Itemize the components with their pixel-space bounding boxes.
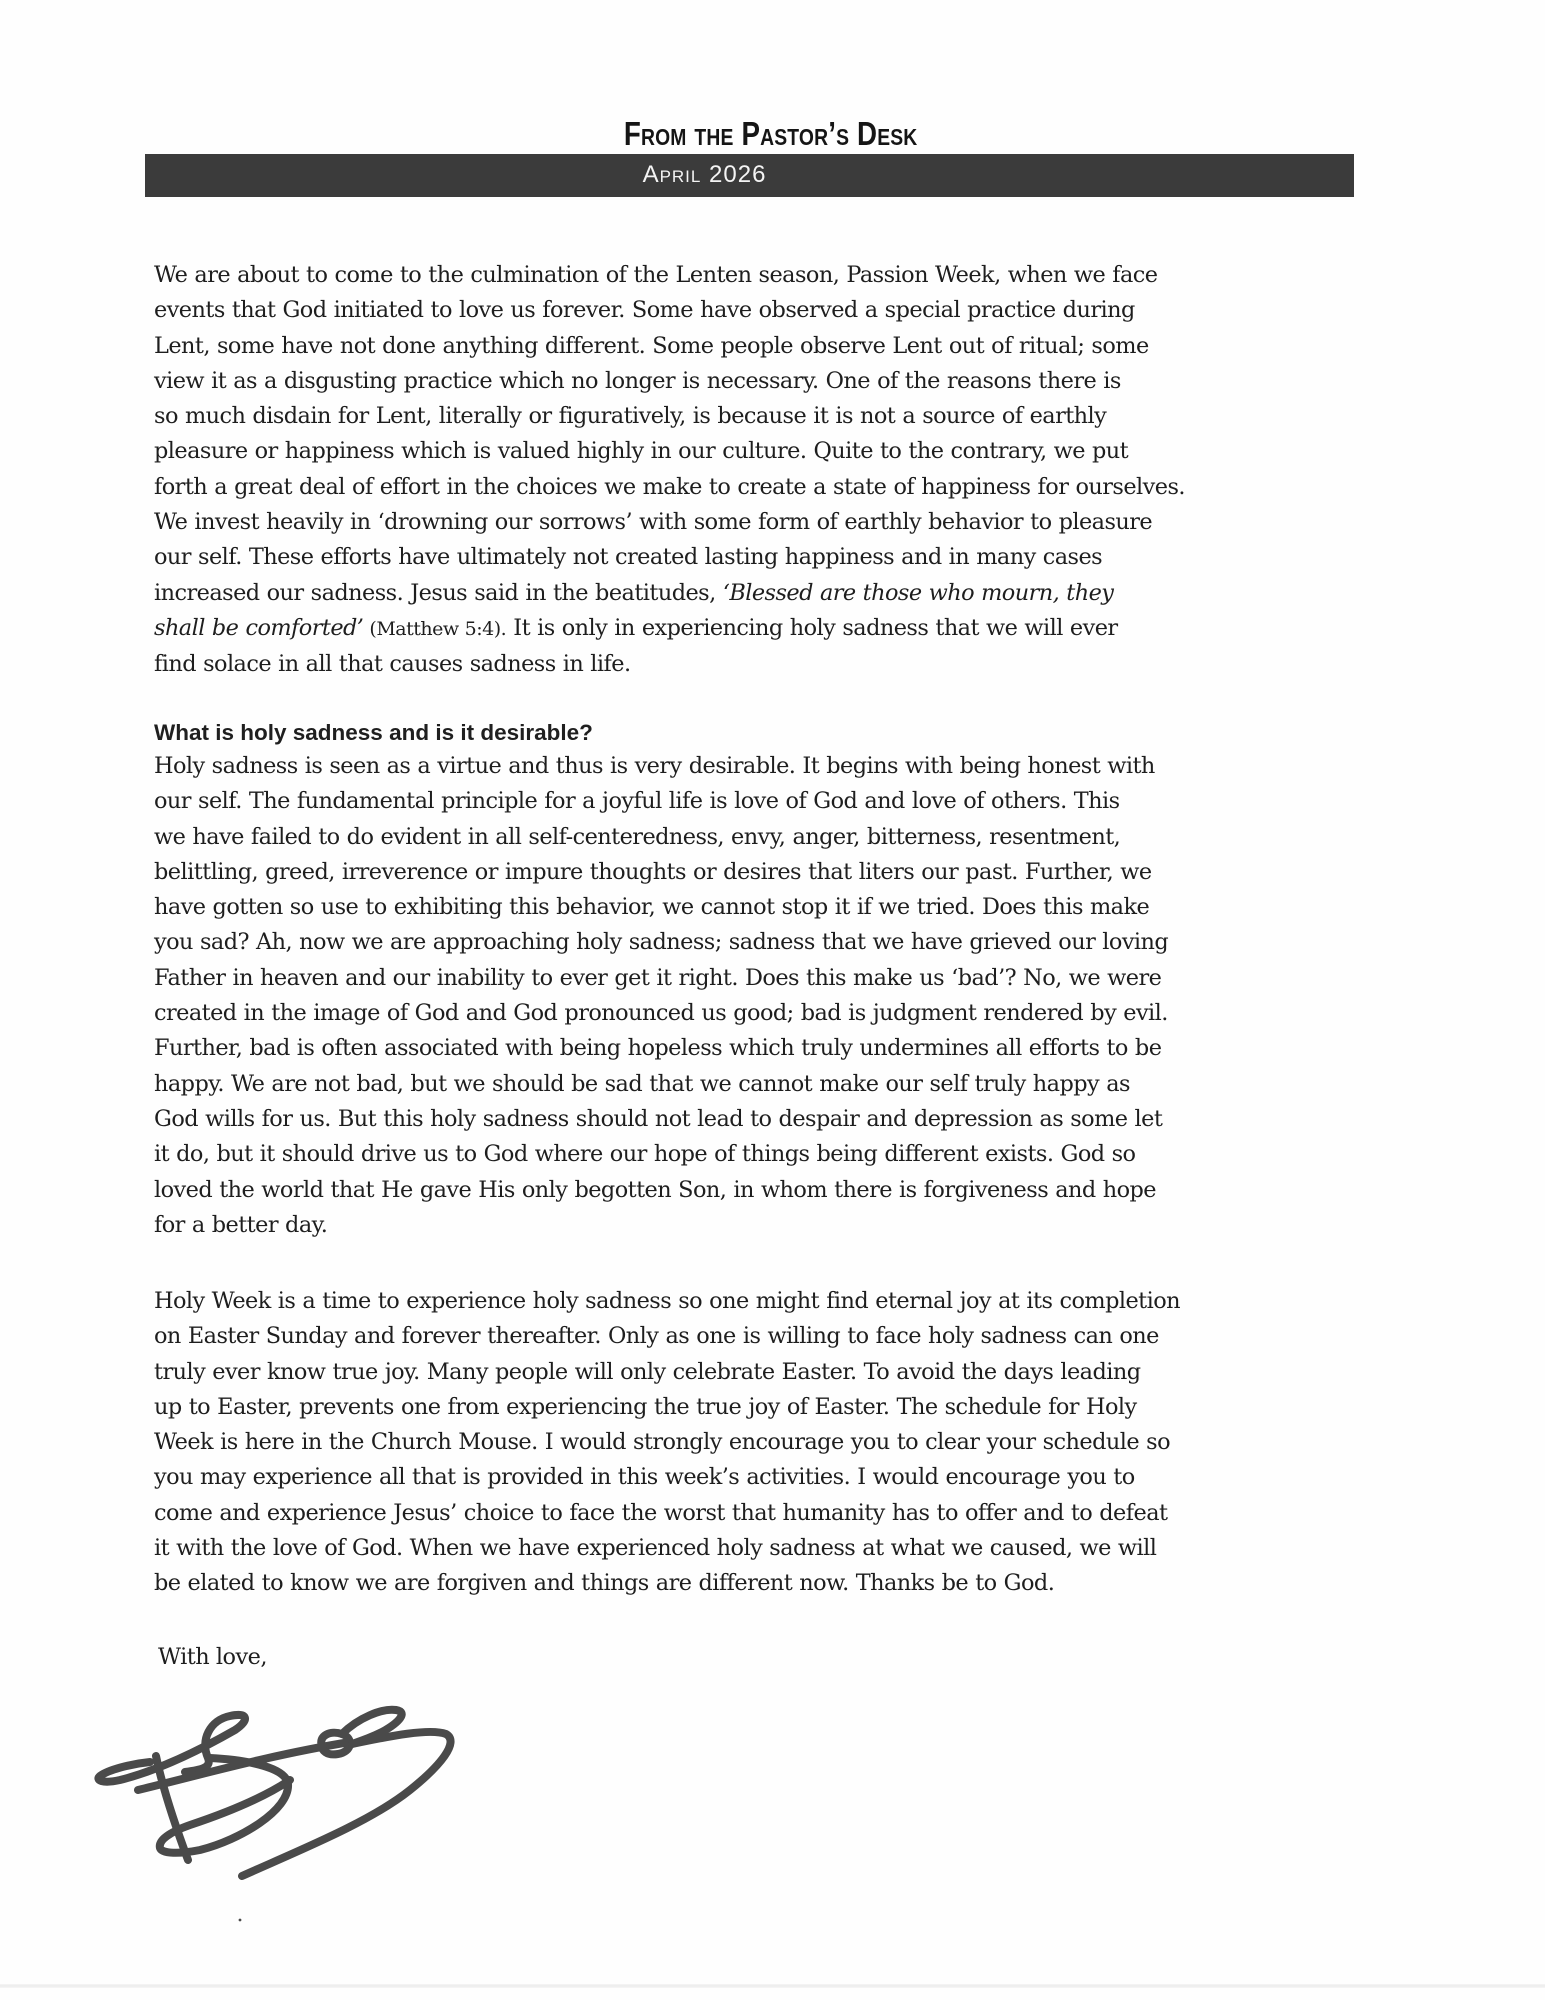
- text-line: have gotten so use to exhibiting this behavior, we cannot stop it if we tried. Does this make: [154, 894, 1150, 921]
- handwritten-signature: [90, 1700, 470, 1940]
- text-line: Father in heaven and our inability to ever get it right. Does this make us ‘bad’? No, we were: [154, 964, 1162, 991]
- text-line: events that God initiated to love us forever. Some have observed a special practice during: [154, 297, 1135, 324]
- text-line: our self. These efforts have ultimately not created lasting happiness and in many cases: [154, 544, 1103, 571]
- page-title: From the Pastor’s Desk: [623, 115, 918, 152]
- paragraph-intro: [154, 258, 1394, 683]
- text-line: be elated to know we are forgiven and things are different now. Thanks be to God.: [154, 1570, 1055, 1597]
- issue-date: April 2026: [642, 161, 767, 188]
- text-line: [154, 611, 1394, 647]
- text-line: truly ever know true joy. Many people will only celebrate Easter. To avoid the days leading: [154, 1358, 1141, 1385]
- text-line: so much disdain for Lent, literally or figuratively, is because it is not a source of earthly: [154, 403, 1107, 430]
- text-line: view it as a disgusting practice which no longer is necessary. One of the reasons there is: [154, 367, 1121, 394]
- scripture-quote: ‘Blessed are those who mourn, they: [722, 579, 1114, 606]
- scripture-citation: (Matthew 5:4).: [363, 617, 507, 640]
- text-line: We invest heavily in ‘drowning our sorrows’ with some form of earthly behavior to pleasure: [154, 509, 1153, 536]
- text-line: happy. We are not bad, but we should be sad that we cannot make our self truly happy as: [154, 1070, 1130, 1097]
- text-line: Holy sadness is seen as a virtue and thus is very desirable. It begins with being honest with: [154, 753, 1155, 779]
- text-line: forth a great deal of effort in the choices we make to create a state of happiness for ourselves.: [154, 473, 1185, 500]
- text-line: Lent, some have not done anything different. Some people observe Lent out of ritual; some: [154, 332, 1149, 359]
- signature-dot: [239, 1919, 242, 1922]
- text-line: Week is here in the Church Mouse. I would strongly encourage you to clear your schedule so: [154, 1429, 1170, 1456]
- text-line: We are about to come to the culmination of the Lenten season, Passion Week, when we face: [154, 262, 1158, 288]
- paragraph-holy-sadness: [154, 749, 1394, 1243]
- scan-artifact-line: [0, 1984, 1545, 1988]
- text-line: Further, bad is often associated with being hopeless which truly undermines all efforts to be: [154, 1035, 1162, 1062]
- text-line: find solace in all that causes sadness in life.: [154, 651, 631, 678]
- text-segment: It is only in experiencing holy sadness that we will ever: [506, 614, 1118, 641]
- text-line: loved the world that He gave His only begotten Son, in whom there is forgiveness and hope: [154, 1176, 1157, 1203]
- text-line: you may experience all that is provided in this week’s activities. I would encourage you to: [154, 1464, 1135, 1491]
- text-line: our self. The fundamental principle for a joyful life is love of God and love of others. This: [154, 788, 1120, 815]
- scripture-quote: shall be comforted’: [154, 614, 364, 641]
- text-line: God wills for us. But this holy sadness should not lead to despair and depression as some let: [154, 1105, 1163, 1132]
- date-banner: [145, 154, 1354, 197]
- text-line: it do, but it should drive us to God where our hope of things being different exists. God so: [154, 1141, 1136, 1168]
- paragraph-holy-week: [154, 1284, 1394, 1602]
- text-segment: increased our sadness. Jesus said in the beatitudes,: [154, 579, 723, 606]
- section-heading: What is holy sadness and is it desirable?: [154, 720, 593, 745]
- text-line: it with the love of God. When we have experienced holy sadness at what we caused, we will: [154, 1535, 1157, 1562]
- text-line: we have failed to do evident in all self-centeredness, envy, anger, bitterness, resentment,: [154, 823, 1121, 850]
- text-line: created in the image of God and God pronounced us good; bad is judgment rendered by evil.: [154, 1000, 1168, 1027]
- text-line: you sad? Ah, now we are approaching holy sadness; sadness that we have grieved our loving: [154, 929, 1169, 956]
- text-line: come and experience Jesus’ choice to face the worst that humanity has to offer and to defeat: [154, 1499, 1168, 1526]
- text-line: up to Easter, prevents one from experiencing the true joy of Easter. The schedule for Holy: [154, 1393, 1137, 1420]
- text-line: on Easter Sunday and forever thereafter. Only as one is willing to face holy sadness can one: [154, 1323, 1159, 1350]
- text-line: for a better day.: [154, 1211, 328, 1238]
- text-line: [154, 576, 1394, 611]
- closing-salutation: With love,: [158, 1644, 267, 1670]
- text-line: Holy Week is a time to experience holy sadness so one might find eternal joy at its completion: [154, 1288, 1181, 1314]
- text-line: pleasure or happiness which is valued highly in our culture. Quite to the contrary, we put: [154, 438, 1129, 465]
- text-line: belittling, greed, irreverence or impure thoughts or desires that liters our past. Further, we: [154, 858, 1152, 885]
